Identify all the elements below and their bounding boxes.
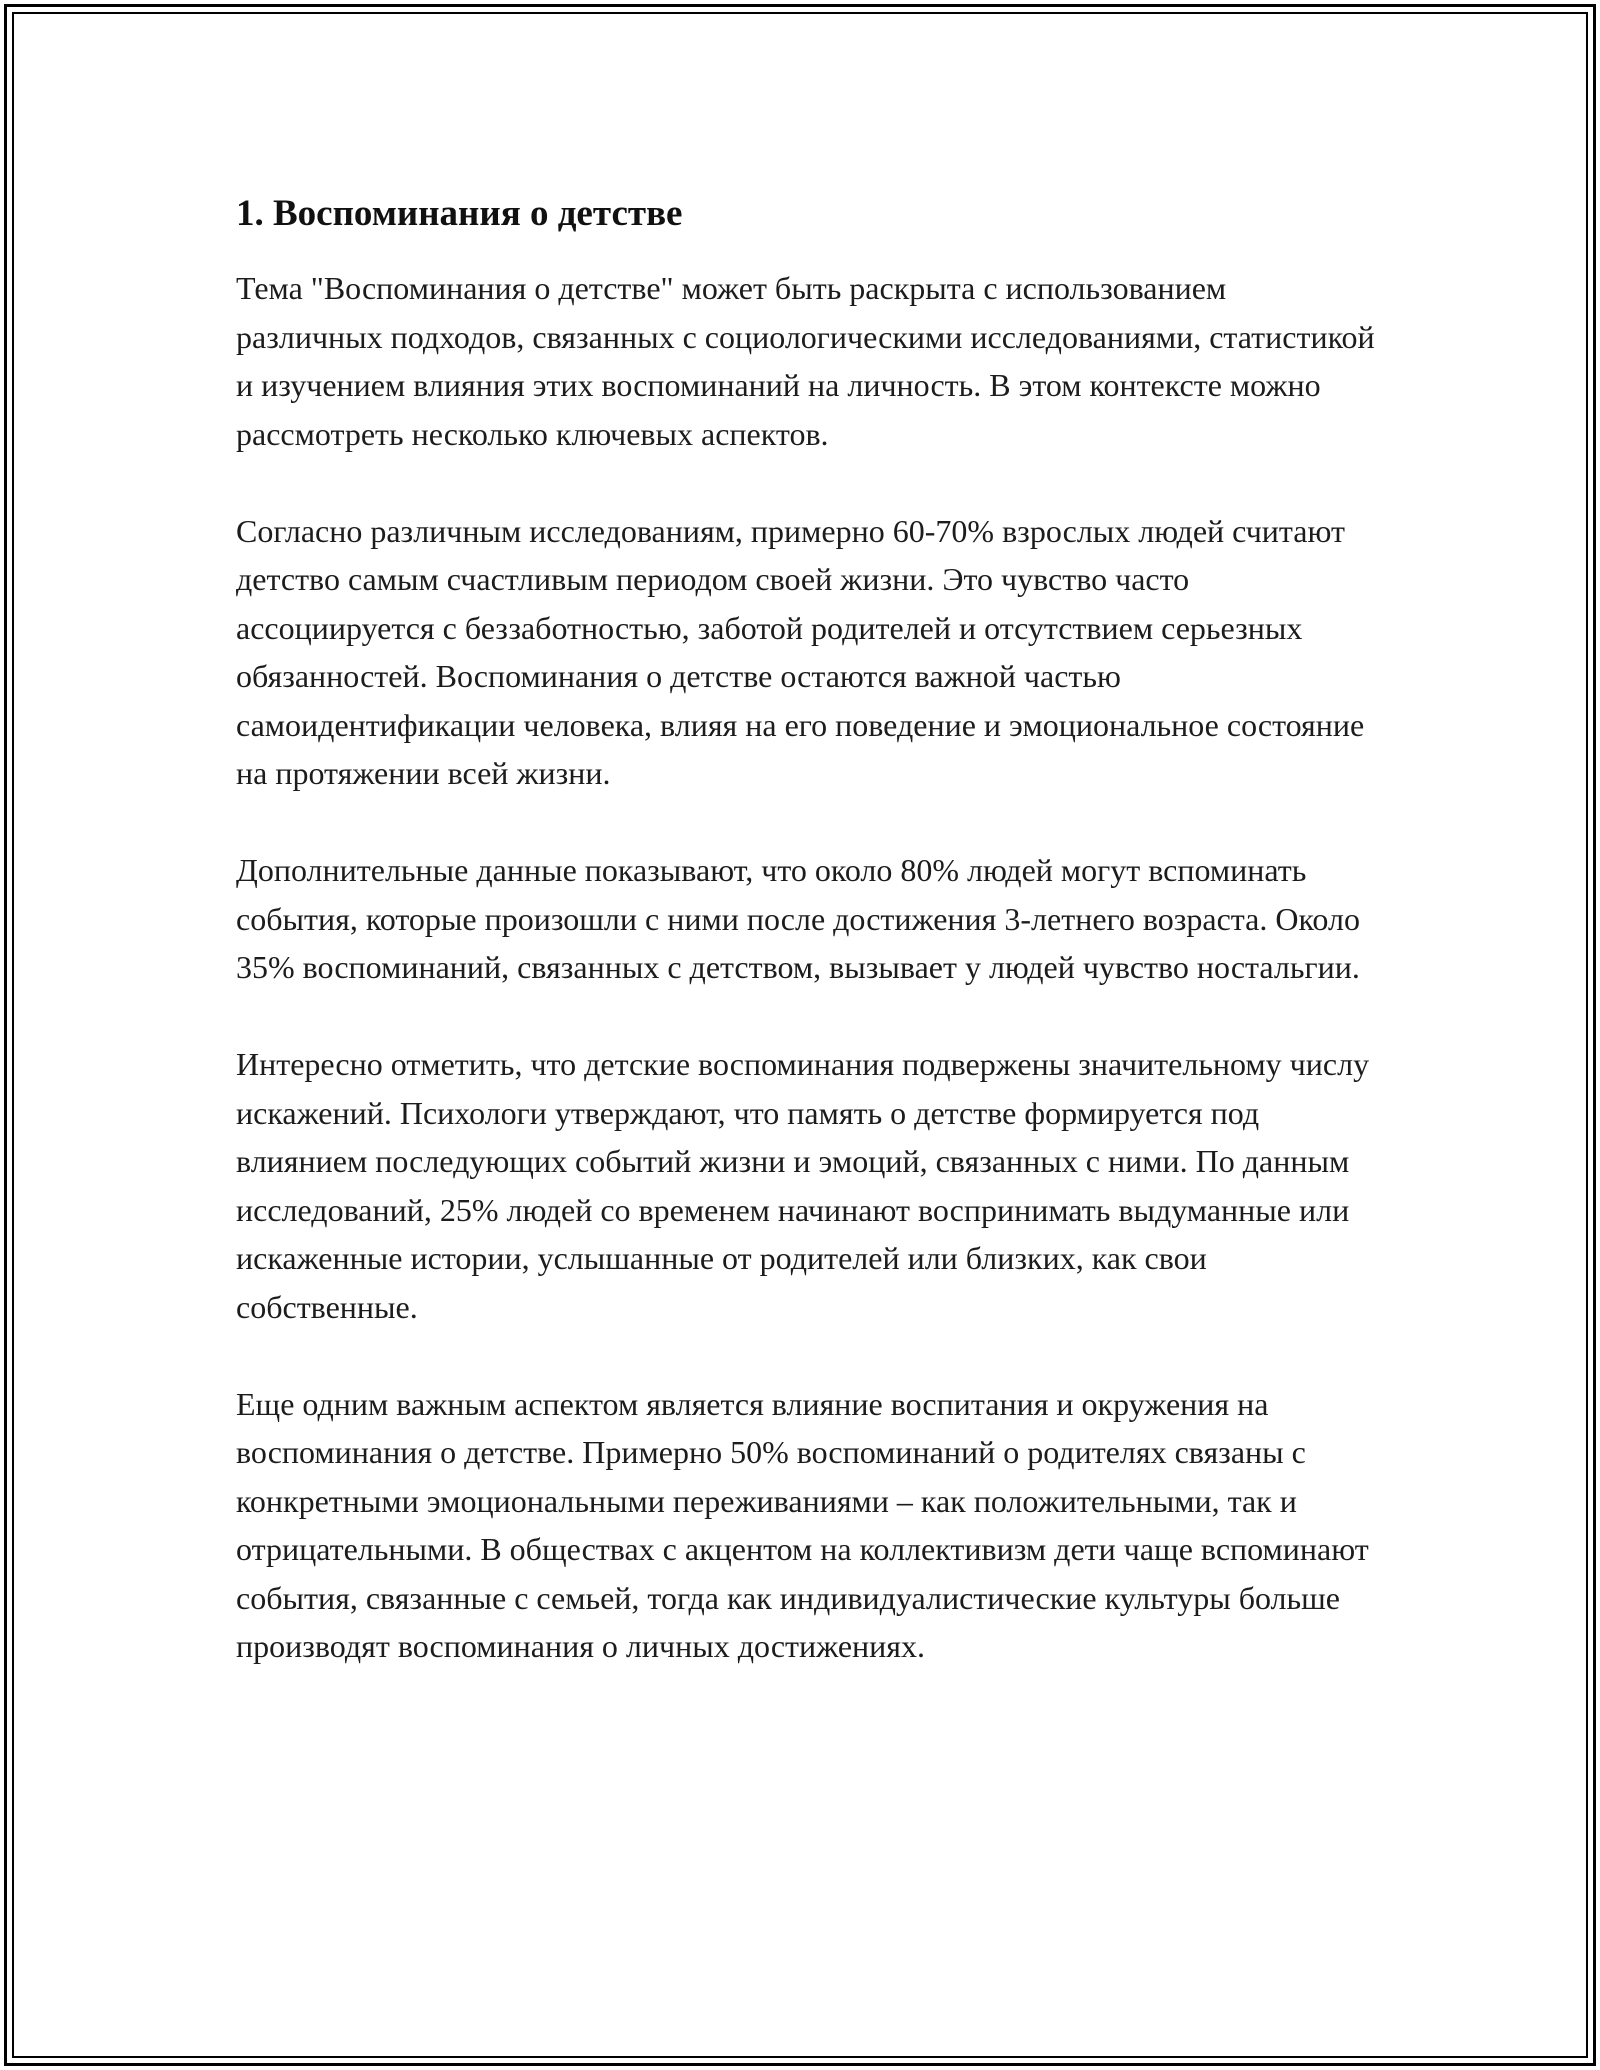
document-body <box>236 190 1376 1719</box>
paragraph-early-memories: Дополнительные данные показывают, что около 80% людей могут вспоминать события, которые произошли с ними после достижения 3-летнего возраста. Около 35% воспоминаний, связанных с детством, вызывает у людей чувство ностальгии. <box>236 852 1360 985</box>
paragraph-memory-distortion: Интересно отметить, что детские воспоминания подвержены значительному числу искажений. Психологи утверждают, что память о детстве формируется под влиянием последующих событий жизни и эмоций, связанных с ними. По данным исследований, 25% людей со временем начинают воспринимать выдуманные или искаженные истории, услышанные от родителей или близких, как свои собственные. <box>236 1046 1370 1325</box>
section-heading: 1. Воспоминания о детстве <box>236 193 683 234</box>
paragraph-happiest-period: Согласно различным исследованиям, примерно 60-70% взрослых людей считают детство самым счастливым периодом своей жизни. Это чувство часто ассоциируется с беззаботностью, заботой родителей и отсутствием серьезных обязанностей. Воспоминания о детстве остаются важной частью самоидентификации человека, влияя на его поведение и эмоциональное состояние на протяжении всей жизни. <box>236 512 1365 791</box>
paragraph-upbringing-influence: Еще одним важным аспектом является влияние воспитания и окружения на воспоминания о детстве. Примерно 50% воспоминаний о родителях связаны с конкретными эмоциональными переживаниями – как положительными, так и отрицательными. В обществах с акцентом на коллективизм дети чаще вспоминают события, связанные с семьей, тогда как индивидуалистические культуры больше производят воспоминания о личных достижениях. <box>236 1385 1369 1664</box>
paragraph-intro: Тема "Воспоминания о детстве" может быть раскрыта с использованием различных подходов, связанных с социологическими исследованиями, статистикой и изучением влияния этих воспоминаний на личность. В этом контексте можно рассмотреть несколько ключевых аспектов. <box>236 270 1375 452</box>
